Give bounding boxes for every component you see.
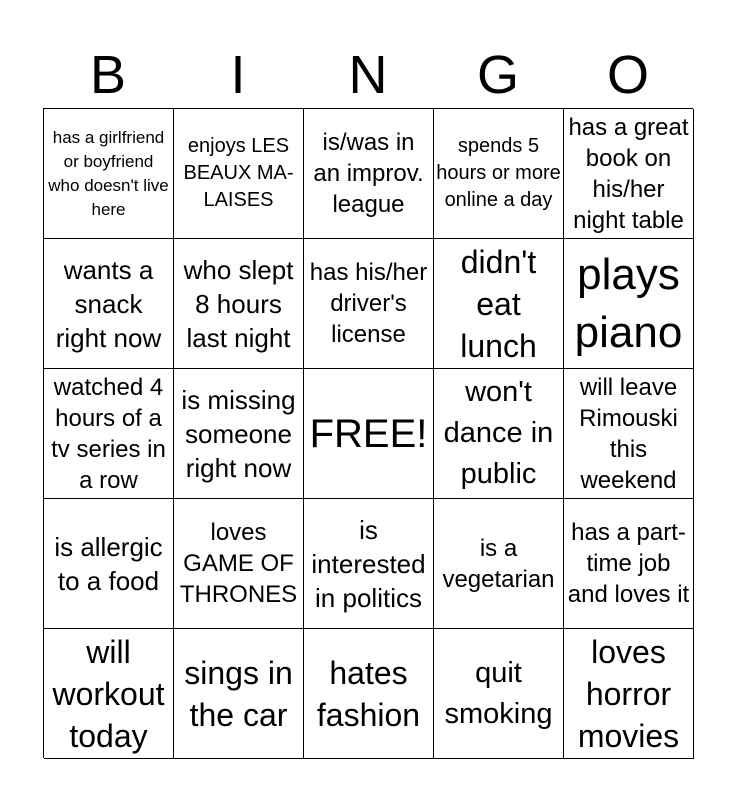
free-space[interactable]: [304, 369, 434, 499]
header-letter-n: N: [348, 45, 388, 105]
bingo-cell[interactable]: [44, 239, 174, 369]
cell-text: has a part-time job and loves it: [567, 519, 690, 608]
bingo-header: [43, 42, 693, 108]
header-letter-g: G: [476, 45, 519, 105]
cell-text: loves GAME OF THRONES: [179, 519, 298, 608]
cell-text: won't dance in public: [443, 376, 554, 490]
cell-text: is allergic to a food: [54, 531, 163, 596]
bingo-cell[interactable]: [564, 239, 694, 369]
bingo-cell[interactable]: [44, 629, 174, 759]
cell-text: is interested in politics: [311, 514, 426, 613]
bingo-cell[interactable]: [434, 499, 564, 629]
bingo-cell[interactable]: [434, 629, 564, 759]
bingo-cell[interactable]: [174, 629, 304, 759]
bingo-cell[interactable]: [564, 499, 694, 629]
bingo-cell[interactable]: [564, 629, 694, 759]
bingo-cell[interactable]: [44, 109, 174, 239]
cell-text: loves horror movies: [577, 633, 680, 754]
cell-text: spends 5 hours or more online a day: [436, 135, 561, 211]
cell-text: is missing someone right now: [181, 384, 296, 483]
bingo-cell[interactable]: [174, 109, 304, 239]
bingo-cell[interactable]: [44, 369, 174, 499]
bingo-cell[interactable]: [304, 629, 434, 759]
bingo-cell[interactable]: [44, 499, 174, 629]
cell-text: didn't eat lunch: [460, 243, 537, 364]
cell-text: has a great book on his/her night table: [568, 113, 689, 234]
bingo-cell[interactable]: [174, 499, 304, 629]
bingo-cell[interactable]: [304, 499, 434, 629]
cell-text: will workout today: [52, 633, 165, 754]
cell-text: is a vegetarian: [442, 534, 555, 593]
bingo-cell[interactable]: [174, 239, 304, 369]
cell-text: watched 4 hours of a tv series in a row: [51, 373, 166, 494]
header-letter-b: B: [89, 45, 127, 105]
bingo-cell[interactable]: [304, 109, 434, 239]
bingo-card: [43, 108, 693, 758]
bingo-cell[interactable]: [434, 109, 564, 239]
header-letter-o: O: [606, 45, 649, 105]
cell-text: is/was in an improv. league: [313, 129, 424, 218]
cell-text: has a girlfriend or boyfriend who doesn't live here: [48, 127, 169, 219]
cell-text: sings in the car: [184, 654, 293, 733]
cell-text: quit smoking: [444, 656, 553, 730]
bingo-cell[interactable]: [174, 369, 304, 499]
cell-text: who slept 8 hours last night: [183, 254, 294, 353]
bingo-cell[interactable]: [304, 239, 434, 369]
cell-text: has his/her driver's license: [309, 259, 428, 348]
cell-text: hates fashion: [316, 654, 421, 733]
bingo-cell[interactable]: [434, 239, 564, 369]
cell-text: will leave Rimouski this weekend: [579, 373, 678, 494]
cell-text: plays piano: [574, 249, 683, 357]
cell-text: wants a snack right now: [55, 254, 162, 353]
free-space-text: FREE!: [309, 411, 428, 456]
header-letter-i: I: [230, 45, 246, 105]
bingo-cell[interactable]: [434, 369, 564, 499]
bingo-cell[interactable]: [564, 369, 694, 499]
cell-text: enjoys LES BEAUX MA-LAISES: [183, 135, 294, 211]
bingo-cell[interactable]: [564, 109, 694, 239]
